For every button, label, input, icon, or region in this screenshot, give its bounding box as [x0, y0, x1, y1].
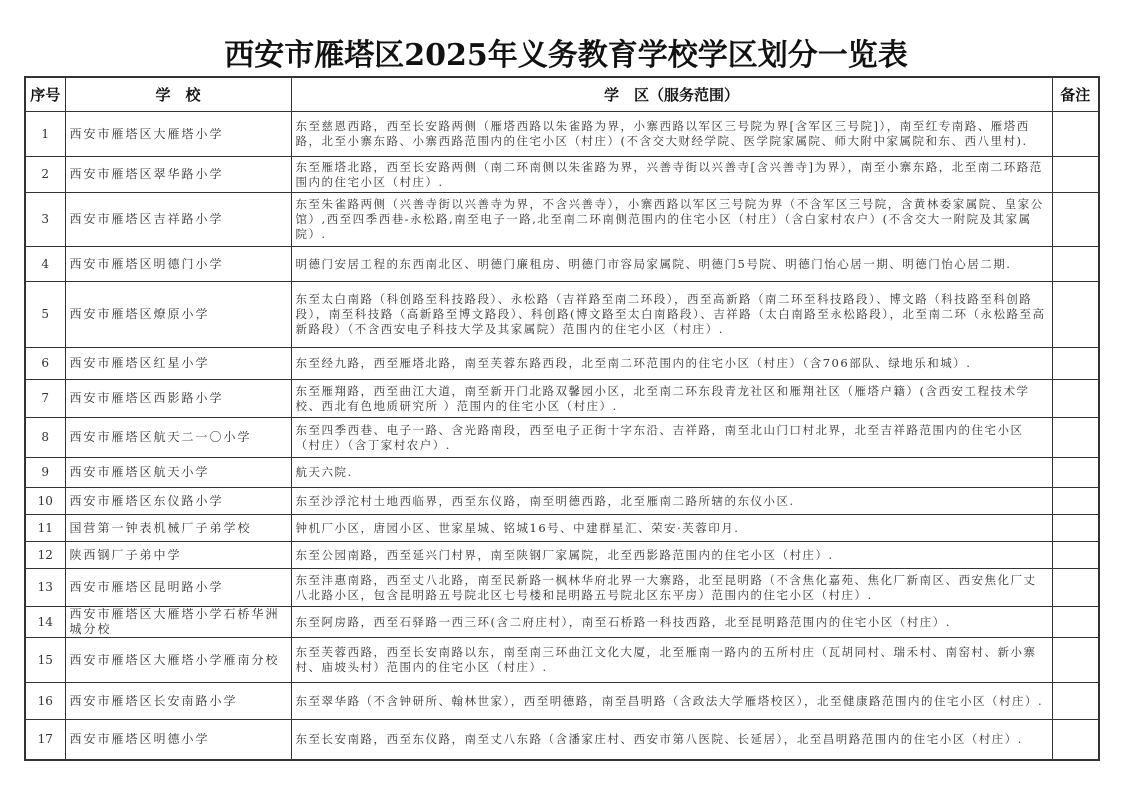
row-seq: 13: [25, 569, 65, 607]
row-seq: 9: [25, 458, 65, 488]
row-remarks: [1052, 282, 1099, 348]
row-range: 东至翠华路（不含钟研所、翰林世家），西至明德路，南至昌明路（含政法大学雁塔校区），北至健康路范围内的住宅小区（村庄）.: [291, 683, 1052, 720]
table-row: [25, 607, 1099, 638]
row-remarks: [1052, 193, 1099, 247]
row-school: 西安市雁塔区航天小学: [65, 458, 291, 488]
table-row: [25, 157, 1099, 193]
table-row: [25, 380, 1099, 418]
row-range: 东至沙浮沱村土地西临界，西至东仪路，南至明德西路，北至雁南二路所辖的东仪小区.: [291, 488, 1052, 515]
row-range: 东至阿房路，西至石驿路一西三环(含二府庄村），南至石桥路一科技西路，北至昆明路范围内的住宅小区（村庄）.: [291, 607, 1052, 638]
row-range: 东至太白南路（科创路至科技路段）、永松路（吉祥路至南二环段），西至高新路（南二环至科技路段）、博文路（科技路至科创路段），南至科技路（高新路至博文路段）、科创路(博文路至太白南路段）、吉祥路（太白南路至永松路段），北至南二环（永松路至高新路段）（不含西安电子科技大学及其家属院）范围内的住宅小区（村庄）.: [291, 282, 1052, 348]
row-remarks: [1052, 112, 1099, 157]
page-title: 西安市雁塔区2025年义务教育学校学区划分一览表: [224, 38, 908, 73]
row-school: 西安市雁塔区吉祥路小学: [65, 193, 291, 247]
row-seq: 6: [25, 348, 65, 380]
row-seq: 3: [25, 193, 65, 247]
table-row: [25, 515, 1099, 542]
row-seq: 10: [25, 488, 65, 515]
row-range: 东至长安南路，西至东仪路，南至丈八东路（含潘家庄村、西安市第八医院、长延居），北至昌明路范围内的住宅小区（村庄）.: [291, 720, 1052, 760]
table-row: [25, 112, 1099, 157]
row-range: 东至雁翔路，西至曲江大道，南至新开门北路双馨园小区，北至南二环东段青龙社区和雁翔社区（雁塔户籍）(含西安工程技术学校、西北有色地质研究所 ）范围内的住宅小区（村庄）.: [291, 380, 1052, 418]
row-remarks: [1052, 683, 1099, 720]
row-range: 东至沣惠南路，西至丈八北路，南至民新路一枫林华府北界一大寨路，北至昆明路（不含焦化嘉苑、焦化厂新南区、西安焦化厂丈八北路小区，包含昆明路五号院北区七号楼和昆明路五号院北区东平房）范围内的住宅小区（村庄）.: [291, 569, 1052, 607]
row-school: 西安市雁塔区昆明路小学: [65, 569, 291, 607]
table-row: [25, 638, 1099, 683]
row-seq: 17: [25, 720, 65, 760]
table-row: [25, 418, 1099, 458]
row-range: 明德门安居工程的东西南北区、明德门廉租房、明德门市容局家属院、明德门5号院、明德门怡心居一期、明德门怡心居二期.: [291, 247, 1052, 282]
row-remarks: [1052, 380, 1099, 418]
row-remarks: [1052, 607, 1099, 638]
row-range: 东至经九路，西至雁塔北路，南至芙蓉东路西段，北至南二环范围内的住宅小区（村庄）（含706部队、绿地乐和城）.: [291, 348, 1052, 380]
table-row: [25, 348, 1099, 380]
table-row: [25, 569, 1099, 607]
row-remarks: [1052, 247, 1099, 282]
row-range: 东至芙蓉西路，西至长安南路以东，南至南三环曲江文化大厦，北至雁南一路内的五所村庄（瓦胡同村、瑞禾村、南窑村、新小寨村、庙坡头村）范围内的住宅小区（村庄）.: [291, 638, 1052, 683]
row-range: 东至慈恩西路，西至长安路两侧（雁塔西路以朱雀路为界，小寨西路以军区三号院为界[含军区三号院]），南至红专南路、雁塔西路，北至小寨东路、小寨西路范围内的住宅小区（村庄）(不含交大财经学院、医学院家属院、师大附中家属院和东、西八里村).: [291, 112, 1052, 157]
row-remarks: [1052, 418, 1099, 458]
row-range: 东至雁塔北路，西至长安路两侧（南二环南侧以朱雀路为界，兴善寺街以兴善寺[含兴善寺]为界），南至小寨东路，北至南二环路范围内的住宅小区（村庄）.: [291, 157, 1052, 193]
row-range: 钟机厂小区，唐园小区、世家星城、铭城16号、中建群星汇、荣安·芙蓉印月.: [291, 515, 1052, 542]
row-school: 西安市雁塔区西影路小学: [65, 380, 291, 418]
row-school: 西安市雁塔区明德小学: [65, 720, 291, 760]
row-school: 西安市雁塔区长安南路小学: [65, 683, 291, 720]
row-range: 东至公园南路，西至延兴门村界，南至陕钢厂家属院，北至西影路范围内的住宅小区（村庄）.: [291, 542, 1052, 569]
table-row: [25, 720, 1099, 760]
table-row: [25, 683, 1099, 720]
table-row: [25, 247, 1099, 282]
table-row: [25, 488, 1099, 515]
row-seq: 5: [25, 282, 65, 348]
row-school: 西安市雁塔区航天二一〇小学: [65, 418, 291, 458]
row-range: 东至四季西巷、电子一路、含光路南段，西至电子正街十字东沿、吉祥路，南至北山门口村北界，北至吉祥路范围内的住宅小区（村庄）（含丁家村农户）.: [291, 418, 1052, 458]
row-remarks: [1052, 515, 1099, 542]
header-remarks: 备注: [1052, 77, 1099, 112]
district-table: [24, 76, 1100, 761]
row-seq: 14: [25, 607, 65, 638]
row-seq: 2: [25, 157, 65, 193]
table-header-row: [25, 77, 1099, 112]
row-seq: 16: [25, 683, 65, 720]
header-seq: 序号: [25, 77, 65, 112]
row-school: 西安市雁塔区大雁塔小学雁南分校: [65, 638, 291, 683]
row-range: 东至朱雀路两侧（兴善寺街以兴善寺为界，不含兴善寺），小寨西路以军区三号院为界（不含军区三号院，含黄林委家属院、皇家公馆）,西至四季西巷-永松路,南至电子一路,北至南二环南侧范围内的住宅小区（村庄）（含白家村农户）(不含交大一附院及其家属院）.: [291, 193, 1052, 247]
row-seq: 4: [25, 247, 65, 282]
row-seq: 1: [25, 112, 65, 157]
row-school: 西安市雁塔区大雁塔小学: [65, 112, 291, 157]
row-remarks: [1052, 157, 1099, 193]
row-school: 西安市雁塔区翠华路小学: [65, 157, 291, 193]
row-school: 西安市雁塔区明德门小学: [65, 247, 291, 282]
table-row: [25, 282, 1099, 348]
row-remarks: [1052, 638, 1099, 683]
row-remarks: [1052, 348, 1099, 380]
row-school: 西安市雁塔区红星小学: [65, 348, 291, 380]
row-seq: 8: [25, 418, 65, 458]
row-remarks: [1052, 458, 1099, 488]
row-remarks: [1052, 720, 1099, 760]
table-row: [25, 458, 1099, 488]
row-school: 西安市雁塔区大雁塔小学石桥华洲城分校: [65, 607, 291, 638]
table-row: [25, 542, 1099, 569]
table-row: [25, 193, 1099, 247]
row-seq: 12: [25, 542, 65, 569]
row-remarks: [1052, 569, 1099, 607]
row-seq: 11: [25, 515, 65, 542]
header-school: 学 校: [65, 77, 291, 112]
row-school: 国营第一钟表机械厂子弟学校: [65, 515, 291, 542]
row-seq: 7: [25, 380, 65, 418]
header-range: 学 区（服务范围）: [291, 77, 1052, 112]
row-school: 西安市雁塔区东仪路小学: [65, 488, 291, 515]
row-school: 陕西钢厂子弟中学: [65, 542, 291, 569]
row-seq: 15: [25, 638, 65, 683]
row-school: 西安市雁塔区燎原小学: [65, 282, 291, 348]
row-remarks: [1052, 542, 1099, 569]
row-remarks: [1052, 488, 1099, 515]
table-body: [25, 112, 1099, 760]
row-range: 航天六院.: [291, 458, 1052, 488]
